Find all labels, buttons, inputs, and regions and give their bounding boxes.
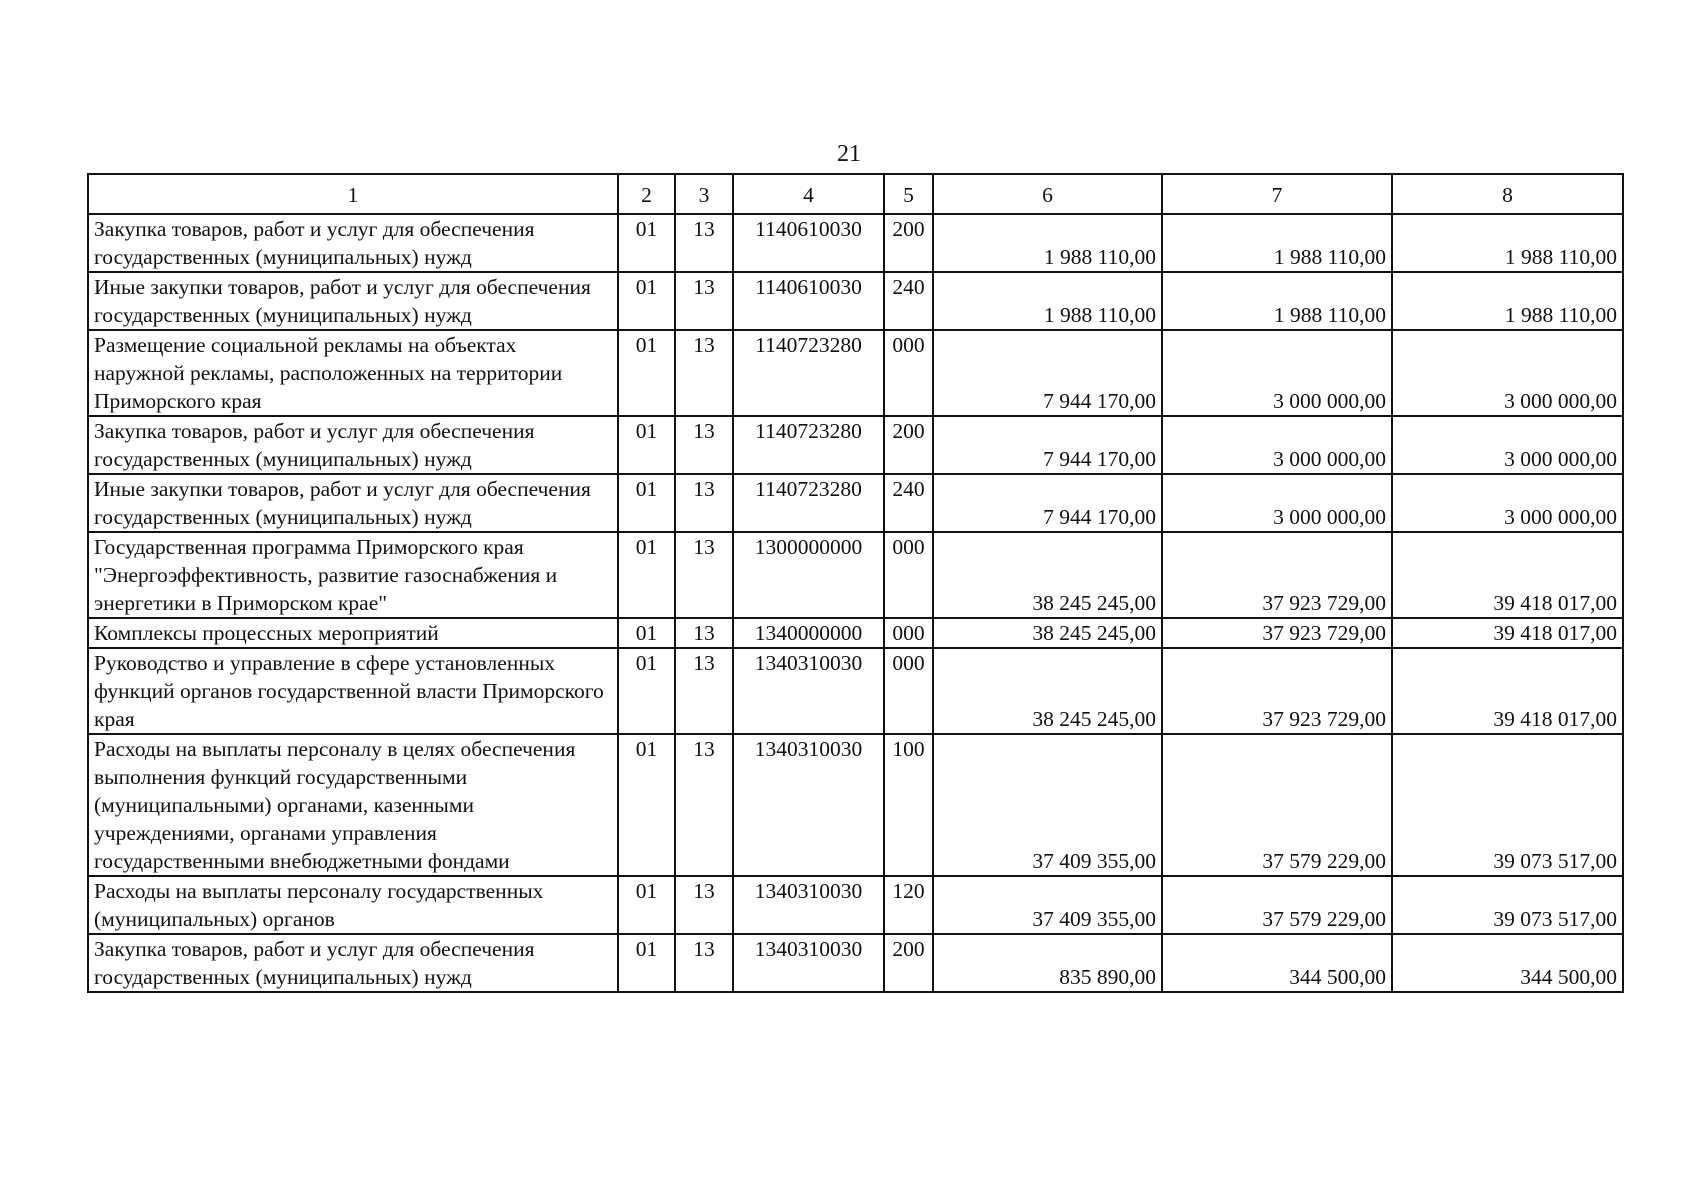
row-amount-col7: 37 923 729,00 <box>1162 648 1392 734</box>
row-subsection-code: 13 <box>675 618 733 648</box>
row-target-article-code: 1340000000 <box>733 618 884 648</box>
row-description: Размещение социальной рекламы на объектах наружной рекламы, расположенных на территории Приморского края <box>88 330 618 416</box>
column-header: 8 <box>1392 174 1623 214</box>
row-description: Иные закупки товаров, работ и услуг для обеспечения государственных (муниципальных) нужд <box>88 474 618 532</box>
row-amount-col8: 3 000 000,00 <box>1392 330 1623 416</box>
table-body <box>88 214 1623 992</box>
row-amount-col6: 38 245 245,00 <box>933 532 1162 618</box>
row-amount-col6: 835 890,00 <box>933 934 1162 992</box>
row-target-article-code: 1340310030 <box>733 934 884 992</box>
row-amount-col6: 1 988 110,00 <box>933 272 1162 330</box>
row-target-article-code: 1340310030 <box>733 648 884 734</box>
row-amount-col8: 39 418 017,00 <box>1392 648 1623 734</box>
column-header: 3 <box>675 174 733 214</box>
row-target-article-code: 1300000000 <box>733 532 884 618</box>
page-number: 21 <box>837 141 861 167</box>
row-description: Комплексы процессных мероприятий <box>88 618 618 648</box>
row-amount-col8: 39 418 017,00 <box>1392 532 1623 618</box>
row-expense-type-code: 100 <box>884 734 933 876</box>
row-expense-type-code: 000 <box>884 330 933 416</box>
row-amount-col7: 1 988 110,00 <box>1162 214 1392 272</box>
table-row <box>88 532 1623 618</box>
row-section-code: 01 <box>618 214 675 272</box>
row-amount-col7: 3 000 000,00 <box>1162 474 1392 532</box>
row-amount-col6: 1 988 110,00 <box>933 214 1162 272</box>
row-subsection-code: 13 <box>675 934 733 992</box>
row-amount-col8: 1 988 110,00 <box>1392 214 1623 272</box>
table-row <box>88 734 1623 876</box>
table-row <box>88 648 1623 734</box>
row-expense-type-code: 200 <box>884 416 933 474</box>
column-header: 6 <box>933 174 1162 214</box>
table-row <box>88 330 1623 416</box>
row-section-code: 01 <box>618 474 675 532</box>
row-description: Иные закупки товаров, работ и услуг для обеспечения государственных (муниципальных) нужд <box>88 272 618 330</box>
column-header: 5 <box>884 174 933 214</box>
table-header-row <box>88 174 1623 214</box>
row-expense-type-code: 000 <box>884 648 933 734</box>
row-amount-col8: 39 418 017,00 <box>1392 618 1623 648</box>
row-amount-col6: 7 944 170,00 <box>933 416 1162 474</box>
row-section-code: 01 <box>618 876 675 934</box>
row-amount-col8: 3 000 000,00 <box>1392 416 1623 474</box>
row-description: Руководство и управление в сфере установленных функций органов государственной власти Приморского края <box>88 648 618 734</box>
table-row <box>88 272 1623 330</box>
row-target-article-code: 1340310030 <box>733 876 884 934</box>
row-subsection-code: 13 <box>675 330 733 416</box>
table-row <box>88 214 1623 272</box>
row-subsection-code: 13 <box>675 532 733 618</box>
row-amount-col7: 37 923 729,00 <box>1162 618 1392 648</box>
column-header: 1 <box>88 174 618 214</box>
row-section-code: 01 <box>618 618 675 648</box>
row-amount-col8: 344 500,00 <box>1392 934 1623 992</box>
budget-table <box>87 173 1624 993</box>
row-subsection-code: 13 <box>675 416 733 474</box>
row-amount-col7: 37 923 729,00 <box>1162 532 1392 618</box>
table-row <box>88 876 1623 934</box>
row-subsection-code: 13 <box>675 648 733 734</box>
table-row <box>88 934 1623 992</box>
row-description: Расходы на выплаты персоналу в целях обеспечения выполнения функций государственными (муниципальными) органами, казенными учреждениями, органами управления государственными внебюджетными фондами <box>88 734 618 876</box>
row-subsection-code: 13 <box>675 214 733 272</box>
table-row <box>88 416 1623 474</box>
column-header: 7 <box>1162 174 1392 214</box>
row-subsection-code: 13 <box>675 734 733 876</box>
row-amount-col7: 344 500,00 <box>1162 934 1392 992</box>
row-section-code: 01 <box>618 330 675 416</box>
row-expense-type-code: 240 <box>884 474 933 532</box>
row-section-code: 01 <box>618 648 675 734</box>
row-section-code: 01 <box>618 934 675 992</box>
row-description: Расходы на выплаты персоналу государственных (муниципальных) органов <box>88 876 618 934</box>
row-amount-col6: 37 409 355,00 <box>933 734 1162 876</box>
row-section-code: 01 <box>618 532 675 618</box>
row-target-article-code: 1140610030 <box>733 272 884 330</box>
row-description: Государственная программа Приморского края "Энергоэффективность, развитие газоснабжения и энергетики в Приморском крае" <box>88 532 618 618</box>
row-target-article-code: 1140723280 <box>733 330 884 416</box>
row-amount-col6: 38 245 245,00 <box>933 618 1162 648</box>
row-expense-type-code: 120 <box>884 876 933 934</box>
row-subsection-code: 13 <box>675 474 733 532</box>
row-description: Закупка товаров, работ и услуг для обеспечения государственных (муниципальных) нужд <box>88 934 618 992</box>
row-description: Закупка товаров, работ и услуг для обеспечения государственных (муниципальных) нужд <box>88 416 618 474</box>
row-target-article-code: 1140723280 <box>733 416 884 474</box>
row-amount-col7: 1 988 110,00 <box>1162 272 1392 330</box>
row-expense-type-code: 000 <box>884 618 933 648</box>
row-amount-col6: 7 944 170,00 <box>933 474 1162 532</box>
row-target-article-code: 1340310030 <box>733 734 884 876</box>
row-amount-col7: 3 000 000,00 <box>1162 330 1392 416</box>
row-subsection-code: 13 <box>675 272 733 330</box>
row-amount-col6: 37 409 355,00 <box>933 876 1162 934</box>
row-amount-col8: 39 073 517,00 <box>1392 876 1623 934</box>
row-subsection-code: 13 <box>675 876 733 934</box>
table-row <box>88 618 1623 648</box>
row-section-code: 01 <box>618 272 675 330</box>
row-amount-col7: 3 000 000,00 <box>1162 416 1392 474</box>
row-expense-type-code: 240 <box>884 272 933 330</box>
row-amount-col6: 38 245 245,00 <box>933 648 1162 734</box>
row-amount-col8: 39 073 517,00 <box>1392 734 1623 876</box>
row-expense-type-code: 200 <box>884 934 933 992</box>
row-target-article-code: 1140610030 <box>733 214 884 272</box>
row-amount-col6: 7 944 170,00 <box>933 330 1162 416</box>
column-header: 2 <box>618 174 675 214</box>
row-amount-col8: 1 988 110,00 <box>1392 272 1623 330</box>
row-target-article-code: 1140723280 <box>733 474 884 532</box>
row-expense-type-code: 000 <box>884 532 933 618</box>
row-expense-type-code: 200 <box>884 214 933 272</box>
row-description: Закупка товаров, работ и услуг для обеспечения государственных (муниципальных) нужд <box>88 214 618 272</box>
table-row <box>88 474 1623 532</box>
row-amount-col8: 3 000 000,00 <box>1392 474 1623 532</box>
row-amount-col7: 37 579 229,00 <box>1162 876 1392 934</box>
row-amount-col7: 37 579 229,00 <box>1162 734 1392 876</box>
column-header: 4 <box>733 174 884 214</box>
row-section-code: 01 <box>618 416 675 474</box>
row-section-code: 01 <box>618 734 675 876</box>
